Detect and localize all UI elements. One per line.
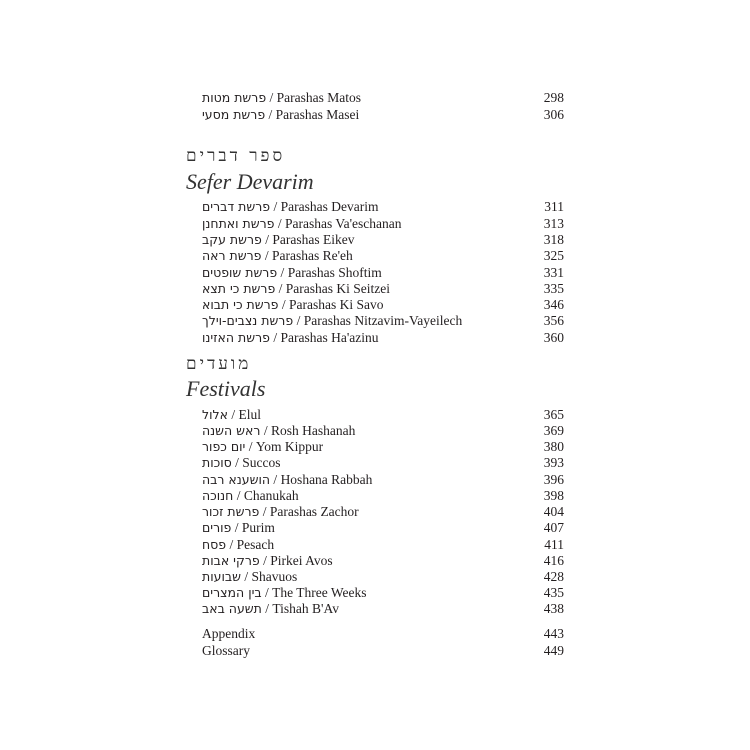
toc-entry-glossary[interactable] (202, 642, 564, 659)
entry-english: Parashas Ki Savo (289, 297, 384, 312)
entry-page-number: 360 (543, 330, 564, 345)
toc-entry[interactable]: פרשת מטות / Parashas Matos 298 (202, 90, 564, 105)
toc-entry[interactable]: חנוכה / Chanukah 398 (202, 488, 564, 503)
entry-page-number: 393 (543, 455, 564, 470)
entry-page-number: 318 (543, 232, 564, 247)
toc-entry[interactable]: פרשת דברים / Parashas Devarim 311 (202, 199, 564, 214)
entry-page-number: 365 (543, 407, 564, 422)
entry-page-number: 331 (543, 265, 564, 280)
toc-entry[interactable]: ראש השנה / Rosh Hashanah 369 (202, 423, 564, 438)
entry-hebrew: פרשת מטות (202, 90, 267, 105)
entry-label: Appendix (202, 626, 256, 641)
toc-entry[interactable]: פורים / Purim 407 (202, 520, 564, 535)
entry-hebrew: פרשת נצבים-וילך (202, 313, 294, 328)
section-title-english: Festivals (186, 376, 266, 401)
entry-english: Hoshana Rabbah (280, 472, 373, 487)
entry-hebrew: תשעה באב (202, 601, 262, 616)
entry-english: Parashas Shoftim (287, 265, 382, 280)
entry-hebrew: אלול (202, 407, 228, 422)
toc-entry[interactable]: פרשת כי תבוא / Parashas Ki Savo 346 (202, 297, 564, 312)
entry-english: Succos (242, 455, 281, 470)
section-title-english: Sefer Devarim (186, 169, 314, 194)
entry-page-number: 298 (543, 90, 564, 105)
entry-page-number: 369 (543, 423, 564, 438)
entry-hebrew: פרשת ואתחנן (202, 216, 275, 231)
entry-english: Tishah B'Av (272, 601, 339, 616)
toc-entry[interactable]: פרשת זכור / Parashas Zachor 404 (202, 504, 564, 519)
entry-page-number: 313 (543, 216, 564, 231)
toc-entry[interactable]: פסח / Pesach 411 (202, 537, 564, 552)
entry-page-number: 380 (543, 439, 564, 454)
entry-english: Parashas Va'eschanan (284, 216, 402, 231)
entry-hebrew: יום כפור (202, 439, 246, 454)
entry-english: Parashas Eikev (272, 232, 355, 247)
entry-english: Parashas Matos (276, 90, 362, 105)
entry-page-number: 411 (544, 537, 564, 552)
entry-hebrew: פרשת כי תצא (202, 281, 276, 296)
entry-english: The Three Weeks (272, 585, 367, 600)
entry-hebrew: ראש השנה (202, 423, 261, 438)
toc-entry[interactable]: בין המצרים / The Three Weeks 435 (202, 585, 564, 600)
section-title-hebrew: מועדים (186, 354, 252, 374)
entry-page-number: 443 (543, 626, 564, 641)
entry-page-number: 335 (543, 281, 564, 296)
entry-page-number: 396 (543, 472, 564, 487)
entry-page-number: 416 (543, 553, 564, 568)
entry-hebrew: פרשת מסעי (202, 107, 266, 122)
entry-english: Parashas Devarim (280, 199, 379, 214)
entry-page-number: 407 (543, 520, 564, 535)
entry-english: Rosh Hashanah (270, 423, 356, 438)
entry-english: Pesach (236, 537, 275, 552)
entry-page-number: 438 (543, 601, 564, 616)
entry-english: Parashas Ki Seitzei (285, 281, 391, 296)
toc-entry[interactable]: פרקי אבות / Pirkei Avos 416 (202, 553, 564, 568)
entry-hebrew: בין המצרים (202, 585, 262, 600)
entry-page-number: 356 (543, 313, 564, 328)
toc-entry[interactable]: פרשת שופטים / Parashas Shoftim 331 (202, 265, 564, 280)
entry-hebrew: פסח (202, 537, 227, 552)
entry-page-number: 428 (543, 569, 564, 584)
entry-hebrew: סוכות (202, 455, 232, 470)
entry-english: Parashas Ha'azinu (280, 330, 379, 345)
entry-english: Elul (238, 407, 261, 422)
toc-entry[interactable]: סוכות / Succos 393 (202, 455, 564, 470)
entry-page-number: 435 (543, 585, 564, 600)
toc-entry[interactable]: פרשת נצבים-וילך / Parashas Nitzavim-Vayeilech 356 (202, 313, 564, 328)
toc-entry[interactable]: פרשת ואתחנן / Parashas Va'eschanan 313 (202, 216, 564, 231)
entry-hebrew: חנוכה (202, 488, 234, 503)
entry-page-number: 404 (543, 504, 564, 519)
entry-english: Shavuos (251, 569, 298, 584)
entry-hebrew: פרשת עקב (202, 232, 262, 247)
entry-page-number: 325 (543, 248, 564, 263)
entry-english: Parashas Nitzavim-Vayeilech (303, 313, 463, 328)
entry-english: Yom Kippur (255, 439, 324, 454)
toc-entry-appendix[interactable] (202, 625, 564, 642)
entry-hebrew: פרשת זכור (202, 504, 260, 519)
toc-entry[interactable]: פרשת ראה / Parashas Re'eh 325 (202, 248, 564, 263)
entry-english: Pirkei Avos (270, 553, 333, 568)
entry-hebrew: הושענא רבה (202, 472, 271, 487)
entry-english: Parashas Zachor (269, 504, 359, 519)
entry-page-number: 346 (543, 297, 564, 312)
entry-english: Purim (241, 520, 275, 535)
entry-hebrew: פרשת ראה (202, 248, 262, 263)
entry-page-number: 449 (543, 643, 564, 658)
entry-english: Parashas Masei (275, 107, 360, 122)
toc-entry[interactable]: אלול / Elul 365 (202, 407, 564, 422)
entry-english: Chanukah (243, 488, 299, 503)
toc-entry[interactable]: שבועות / Shavuos 428 (202, 569, 564, 584)
entry-page-number: 398 (543, 488, 564, 503)
section-title-hebrew: ספר דברים (186, 146, 286, 166)
toc-entry[interactable]: פרשת מסעי / Parashas Masei 306 (202, 107, 564, 122)
entry-label: Glossary (202, 643, 250, 658)
entry-hebrew: פרשת דברים (202, 199, 271, 214)
entry-page-number: 311 (544, 199, 564, 214)
entry-page-number: 306 (543, 107, 564, 122)
entry-hebrew: פרשת כי תבוא (202, 297, 279, 312)
toc-entry[interactable]: פרשת האזינו / Parashas Ha'azinu 360 (202, 330, 564, 345)
toc-entry[interactable]: פרשת כי תצא / Parashas Ki Seitzei 335 (202, 281, 564, 296)
entry-english: Parashas Re'eh (272, 248, 353, 263)
entry-hebrew: פרקי אבות (202, 553, 260, 568)
toc-entry[interactable]: הושענא רבה / Hoshana Rabbah 396 (202, 472, 564, 487)
toc-entry[interactable]: יום כפור / Yom Kippur 380 (202, 439, 564, 454)
entry-hebrew: פרשת האזינו (202, 330, 270, 345)
entry-hebrew: שבועות (202, 569, 241, 584)
toc-entry[interactable]: תשעה באב / Tishah B'Av 438 (202, 601, 564, 616)
toc-entry[interactable]: פרשת עקב / Parashas Eikev 318 (202, 232, 564, 247)
entry-hebrew: פרשת שופטים (202, 265, 278, 280)
entry-hebrew: פורים (202, 520, 232, 535)
